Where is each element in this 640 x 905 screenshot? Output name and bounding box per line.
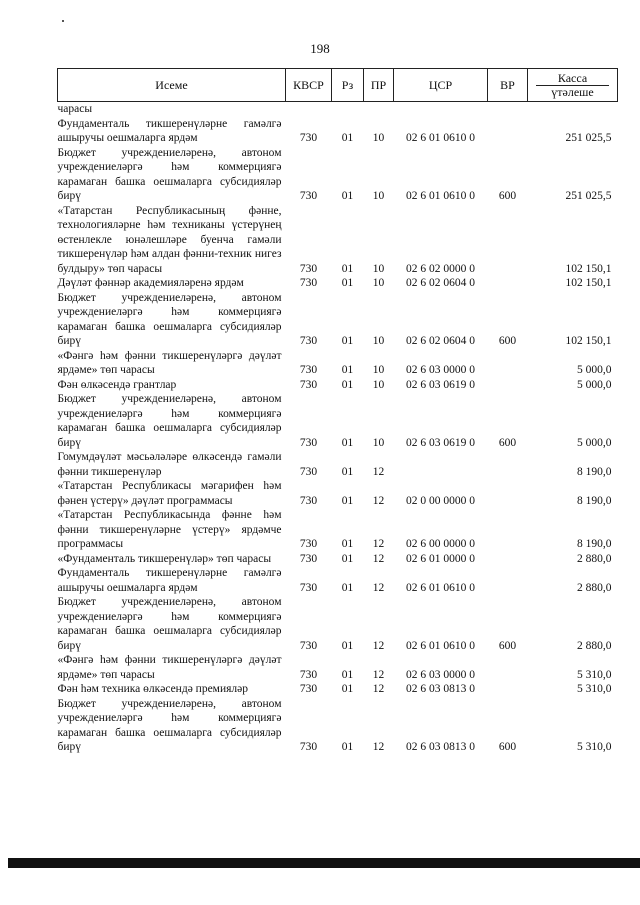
row-csr: 02 6 01 0610 0	[406, 190, 475, 202]
row-pr: 10	[372, 190, 385, 202]
row-csr: 02 6 03 0000 0	[406, 668, 475, 681]
table-row	[58, 508, 618, 552]
row-csr: 02 6 01 0610 0	[406, 639, 475, 652]
row-pr: 10	[372, 335, 385, 347]
row-kvsr: 730	[299, 335, 318, 347]
row-amount: 8 190,0	[577, 538, 612, 550]
row-kvsr: 730	[299, 683, 318, 695]
row-rz: 01	[341, 494, 354, 507]
row-amount: 102 150,1	[565, 335, 612, 347]
row-pr: 12	[372, 538, 385, 550]
row-vr: 600	[498, 190, 517, 202]
row-rz: 01	[341, 335, 354, 347]
table-row	[58, 450, 618, 479]
row-name: Бюджет учреждениеләренә, автоном учреждениеләргә һәм коммерциягә карамаган башка оешмаларга субсидияләр бирү	[57, 596, 282, 652]
row-amount: 102 150,1	[565, 262, 612, 275]
row-kvsr: 730	[299, 436, 318, 449]
row-amount	[528, 102, 618, 117]
row-vr	[488, 450, 528, 479]
table-row	[58, 349, 618, 378]
row-pr: 10	[372, 262, 385, 275]
row-csr: 02 6 03 0619 0	[406, 436, 475, 449]
header-kassa	[528, 69, 618, 102]
row-kvsr: 730	[299, 262, 318, 275]
row-amount: 2 880,0	[577, 581, 612, 594]
header-csr: ЦСР	[394, 69, 488, 102]
row-rz: 01	[341, 639, 354, 652]
header-kassa-line2: үтәлеше	[551, 84, 594, 99]
row-rz: 01	[341, 538, 354, 550]
row-amount: 102 150,1	[565, 277, 612, 289]
row-name: «Татарстан Республикасы мәгарифен һәм фәнен үстерү» дәүләт программасы	[57, 480, 282, 507]
table-row	[58, 552, 618, 567]
row-pr	[364, 102, 394, 117]
table-row	[58, 479, 618, 508]
table-row	[58, 566, 618, 595]
row-pr: 12	[372, 639, 385, 652]
table-row	[58, 595, 618, 653]
row-vr: 600	[498, 741, 517, 753]
row-vr	[488, 378, 528, 393]
table-row	[58, 378, 618, 393]
row-amount: 5 310,0	[577, 683, 612, 695]
budget-table	[57, 68, 618, 755]
row-csr: 02 6 03 0000 0	[406, 364, 475, 376]
header-rz: Рз	[332, 69, 364, 102]
row-vr	[488, 117, 528, 146]
table-row	[58, 682, 618, 697]
row-amount: 5 000,0	[577, 436, 612, 449]
row-vr	[488, 508, 528, 552]
row-csr: 02 6 02 0000 0	[406, 262, 475, 275]
row-rz: 01	[341, 262, 354, 275]
header-kassa-label	[528, 72, 617, 99]
row-kvsr	[286, 102, 332, 117]
row-amount: 5 000,0	[577, 378, 612, 391]
scan-edge-bar	[8, 858, 640, 868]
row-vr: 600	[498, 436, 517, 449]
row-name: Гомумдәүләт мәсьәләләре өлкәсендә гамәли фәнни тикшеренүләр	[57, 451, 282, 478]
row-pr: 10	[372, 436, 385, 449]
table-row	[58, 392, 618, 450]
row-amount: 2 880,0	[577, 552, 612, 565]
row-pr: 12	[372, 683, 385, 695]
row-pr: 10	[372, 132, 385, 144]
row-pr: 12	[372, 741, 385, 753]
row-rz: 01	[341, 132, 354, 144]
row-amount: 251 025,5	[565, 132, 612, 144]
row-rz: 01	[341, 436, 354, 449]
table-row	[58, 291, 618, 349]
row-vr	[488, 682, 528, 697]
row-rz: 01	[341, 277, 354, 289]
header-name: Исеме	[58, 69, 286, 102]
row-vr	[488, 653, 528, 682]
row-csr: 02 6 02 0604 0	[406, 277, 475, 289]
row-pr: 10	[372, 277, 385, 289]
row-vr	[488, 349, 528, 378]
scan-speck	[62, 20, 64, 22]
header-vr: ВР	[488, 69, 528, 102]
row-amount: 5 310,0	[577, 668, 612, 681]
row-amount: 251 025,5	[565, 190, 612, 202]
row-vr	[488, 276, 528, 291]
row-name: чарасы	[57, 103, 93, 115]
row-name: «Фәнгә һәм фәнни тикшеренүләргә дәүләт ярдәме» төп чарасы	[57, 349, 282, 376]
row-kvsr: 730	[299, 639, 318, 652]
row-kvsr: 730	[299, 364, 318, 376]
row-name: «Фундаменталь тикшеренүләр» төп чарасы	[57, 552, 272, 565]
row-kvsr: 730	[299, 465, 318, 478]
row-amount: 5 000,0	[577, 364, 612, 376]
row-kvsr: 730	[299, 378, 318, 391]
row-kvsr: 730	[299, 668, 318, 681]
row-pr: 10	[372, 364, 385, 376]
row-name: Бюджет учреждениеләренә, автоном учреждениеләргә һәм коммерциягә карамаган башка оешмаларга субсидияләр бирү	[57, 146, 282, 202]
row-kvsr: 730	[299, 190, 318, 202]
table-row	[58, 117, 618, 146]
row-vr	[488, 566, 528, 595]
row-rz: 01	[341, 190, 354, 202]
row-kvsr: 730	[299, 538, 318, 550]
row-rz: 01	[341, 465, 354, 478]
table-row	[58, 102, 618, 117]
row-rz: 01	[341, 552, 354, 565]
row-rz	[332, 102, 364, 117]
table-row	[58, 653, 618, 682]
row-csr: 02 6 03 0619 0	[406, 378, 475, 391]
row-csr: 02 6 00 0000 0	[406, 538, 475, 550]
row-vr: 600	[498, 335, 517, 347]
row-pr: 12	[372, 465, 385, 478]
row-name: Бюджет учреждениеләренә, автоном учреждениеләргә һәм коммерциягә карамаган башка оешмаларга субсидияләр бирү	[57, 291, 282, 347]
row-name: «Фәнгә һәм фәнни тикшеренүләргә дәүләт ярдәме» төп чарасы	[57, 654, 282, 681]
row-kvsr: 730	[299, 277, 318, 289]
row-csr	[394, 102, 488, 117]
row-name: Фән һәм техника өлкәсендә премияләр	[57, 683, 248, 695]
row-rz: 01	[341, 378, 354, 391]
row-rz: 01	[341, 668, 354, 681]
table-row	[58, 276, 618, 291]
row-name: Бюджет учреждениеләренә, автоном учреждениеләргә һәм коммерциягә карамаган башка оешмаларга субсидияләр бирү	[57, 393, 282, 449]
row-csr: 02 6 03 0813 0	[406, 683, 475, 695]
row-rz: 01	[341, 741, 354, 753]
row-name: «Татарстан Республикасында фәнне һәм фәнни тикшеренүләрне үстерү» ярдәмче программасы	[57, 509, 282, 550]
table-row	[58, 697, 618, 755]
row-vr	[488, 552, 528, 567]
row-kvsr: 730	[299, 581, 318, 594]
row-vr	[488, 204, 528, 277]
header-pr: ПР	[364, 69, 394, 102]
row-rz: 01	[341, 581, 354, 594]
row-name: Фундаменталь тикшеренүләрне гамәлгә ашыручы оешмаларга ярдәм	[57, 567, 282, 594]
row-amount: 8 190,0	[577, 494, 612, 507]
row-pr: 10	[372, 378, 385, 391]
row-csr: 02 6 01 0610 0	[406, 581, 475, 594]
row-amount: 2 880,0	[577, 639, 612, 652]
row-amount: 5 310,0	[577, 741, 612, 753]
row-amount: 8 190,0	[577, 465, 612, 478]
header-kvsr: КВСР	[286, 69, 332, 102]
row-vr: 600	[498, 639, 517, 652]
row-kvsr: 730	[299, 132, 318, 144]
table-header-row	[58, 69, 618, 102]
row-name: Фән өлкәсендә грантлар	[57, 378, 177, 391]
row-kvsr: 730	[299, 741, 318, 753]
row-name: Бюджет учреждениеләренә, автоном учреждениеләргә һәм коммерциягә карамаган башка оешмаларга субсидияләр бирү	[57, 697, 282, 753]
row-kvsr: 730	[299, 494, 318, 507]
row-csr: 02 6 03 0813 0	[406, 741, 475, 753]
row-pr: 12	[372, 581, 385, 594]
row-pr: 12	[372, 552, 385, 565]
row-csr	[394, 450, 488, 479]
row-pr: 12	[372, 668, 385, 681]
row-kvsr: 730	[299, 552, 318, 565]
row-csr: 02 6 01 0610 0	[406, 132, 475, 144]
row-rz: 01	[341, 683, 354, 695]
row-rz: 01	[341, 364, 354, 376]
table-row	[58, 204, 618, 277]
header-kassa-line1: Касса	[536, 72, 609, 86]
row-csr: 02 6 02 0604 0	[406, 335, 475, 347]
table-body	[58, 102, 618, 755]
row-name: Дәүләт фәннәр академияләренә ярдәм	[57, 277, 244, 289]
table-row	[58, 146, 618, 204]
row-csr: 02 0 00 0000 0	[406, 494, 475, 507]
row-name: «Татарстан Республикасының фәнне, технологияләрне һәм техниканы үстерүнең өстенлекле юнәлешләре буенча гамәли тикшеренүләр һәм алдан фәнни-техник нигез булдыру» төп чарасы	[57, 204, 282, 275]
row-name: Фундаменталь тикшеренүләрне гамәлгә ашыручы оешмаларга ярдәм	[57, 117, 282, 144]
page-number: 198	[310, 41, 330, 56]
row-pr: 12	[372, 494, 385, 507]
row-vr	[488, 479, 528, 508]
row-csr: 02 6 01 0000 0	[406, 552, 475, 565]
row-vr	[488, 102, 528, 117]
